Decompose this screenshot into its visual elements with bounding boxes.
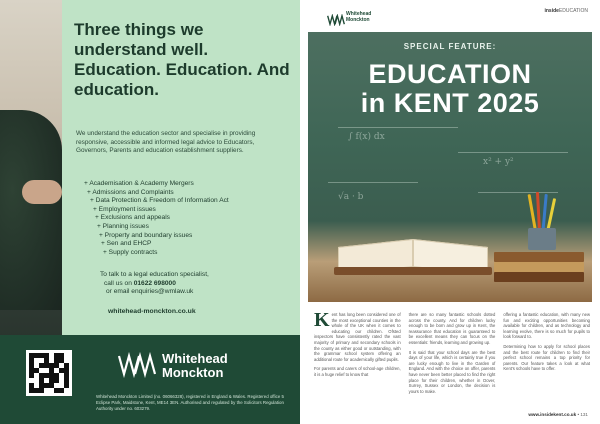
section-tag-rest: EDUCATION (558, 8, 588, 14)
feature-title-line1: EDUCATION (368, 59, 532, 89)
article-paragraph: there are so many fantastic schools dotted across the county. And for children lucky enough to be born and grow up in Kent, the reassurance that education is guaranteed to be excellent means they can focus on the essentials: friends, learning and growing up. (408, 312, 496, 345)
article-page (300, 0, 600, 424)
chalk-line (338, 127, 458, 128)
qr-code[interactable] (26, 350, 72, 396)
advert-headline: Three things we understand well. Education. Education. And education. (74, 20, 290, 99)
stacked-book (494, 252, 584, 262)
student-shoulder (0, 110, 62, 310)
service-item: + Planning issues (97, 222, 149, 230)
stacked-book (494, 262, 584, 272)
open-book (338, 237, 488, 277)
brand-name-line2: Monckton (162, 365, 224, 380)
chalk-line (328, 182, 418, 183)
student-hand (22, 180, 62, 204)
chalk-line (458, 152, 568, 153)
phone-number[interactable]: 01622 698000 (133, 279, 176, 287)
article-body (314, 309, 590, 398)
article-paragraph: For parents and carers of school-age children, it is a huge relief to know that (314, 366, 401, 377)
service-item: + Academisation & Academy Mergers (84, 180, 194, 187)
service-item: + Data Protection & Freedom of Information Act (90, 197, 229, 205)
wm-logo-icon (118, 352, 156, 378)
article-paragraph: offering a fantastic education, with many new fun and exciting opportunities becoming available for children, and as technology and learning evolve, there is so much for pupils to look forward to. (503, 312, 590, 340)
email-line[interactable]: or email enquiries@wmlaw.uk (106, 288, 194, 296)
feature-kicker: SPECIAL FEATURE: (403, 42, 497, 51)
chalk-formula: x² + y² (483, 157, 514, 167)
article-column-2 (409, 312, 496, 398)
contact-line: To talk to a legal education specialist, (100, 271, 209, 278)
service-item: + Employment issues (93, 205, 156, 213)
phone-line (100, 280, 280, 289)
feature-title-line2: in KENT 2025 (360, 88, 540, 118)
article-brand-line2: Monckton (346, 16, 370, 23)
brand-name (162, 352, 228, 380)
page-number: • 131 (577, 412, 588, 417)
brand-name-line1: Whitehead (162, 351, 228, 366)
footer-url[interactable]: www.insidekent.co.uk (528, 412, 577, 417)
service-item: + Exclusions and appeals (95, 214, 170, 222)
chalk-formula: √a · b (338, 192, 364, 202)
article-paragraph: Determining how to apply for school places and the best route for children to find their perfect school remains a top priority for parents. Our feature takes a look at what Kent's schools have to offer. (503, 343, 590, 372)
services-list (84, 180, 284, 257)
article-brand-line1: Whitehead (346, 11, 372, 17)
article-column-1 (314, 309, 401, 398)
article-brand (346, 12, 371, 23)
hero-image (308, 32, 592, 302)
paragraph-text: ent has long been considered one of the most exceptional counties in the whole of the UK when it comes to educating our children. Ofsted inspectors have consistently rated the vast majority of primary and secondary schools in the county as either good or outstanding, with the grammar school system offering an additional route for academically gifted pupils. (314, 312, 401, 362)
chalk-formula: ∫ f(x) dx (348, 132, 385, 142)
section-tag (544, 8, 588, 14)
wm-logo-icon (326, 14, 346, 26)
book-cover (334, 267, 492, 275)
stacked-book (494, 272, 584, 282)
article-paragraph: It is said that your school days are the best days of your life, which is certainly true if you are lucky enough to live in the Garden of England. And with the choice on offer, parents have never been better placed to find the right place for their children, whether in Dover, Surrey, Sussex or London, the decision is yours to make. (408, 349, 496, 394)
chalk-line (478, 192, 558, 193)
service-item: + Sen and EHCP (101, 240, 152, 248)
service-item: + Property and boundary issues (99, 231, 193, 239)
article-paragraph (314, 309, 401, 362)
advert-intro: We understand the education sector and specialise in providing responsive, accessible and informed legal advice to Educators, Governors, Parents and education establishment suppliers. (76, 130, 256, 155)
feature-title (308, 60, 592, 118)
page-footer (528, 412, 588, 417)
drop-cap: K (314, 309, 330, 331)
contact-block (100, 271, 280, 297)
pencil-cup (528, 228, 556, 250)
qr-code-pattern (29, 353, 69, 393)
service-item: + Admissions and Complaints (87, 188, 174, 196)
call-prefix: call us on (104, 279, 132, 287)
website-link[interactable]: whitehead-monckton.co.uk (108, 308, 196, 315)
section-tag-bold: inside (544, 8, 559, 14)
legal-note: Whitehead Monckton Limited (no. 06066328), registered in England & Wales. Registered office 5 Eclipse Park, Maidstone, Kent, ME14 3EN. Authorised and regulated by the Solicitors Regulation Authority under no. 603279. (96, 394, 284, 411)
article-column-3 (503, 312, 590, 398)
service-item: + Supply contracts (103, 248, 158, 256)
